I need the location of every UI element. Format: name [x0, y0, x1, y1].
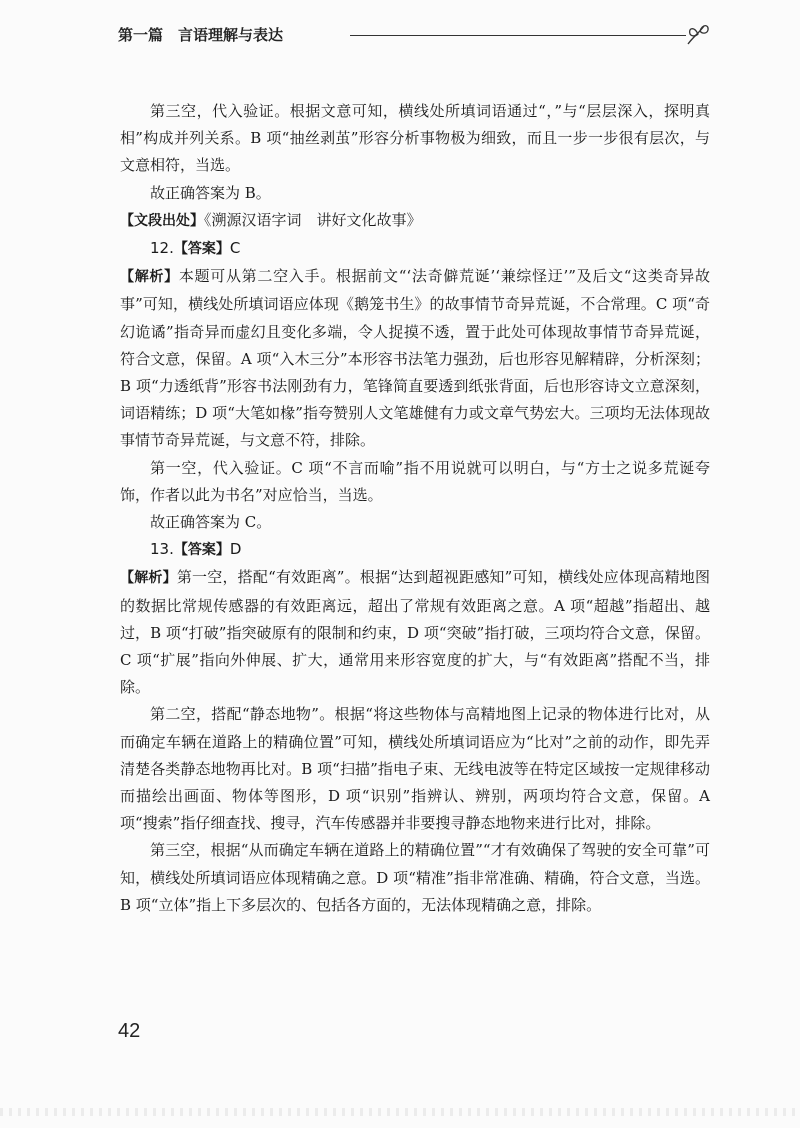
analysis-text: 本题可从第二空入手。根据前文“‘法奇僻荒诞’‘兼综怪迂’”及后文“这类奇异故事”可知，横线处所填词语应体现《鹅笼书生》的故事情节奇异荒诞，不合常理。C 项“奇幻诡谲”指奇异而虚幻且变化多端，令人捉摸不透，置于此处可体现故事情节奇异荒诞，符合文意，保留。A 项“入木三分”本形容书法笔力强劲，后也形容见解精辟，分析深刻；B 项“力透纸背”形容书法刚劲有力，笔锋简直要透到纸张背面，后也形容诗文立意深刻，词语精练；D 项“大笔如椽”指夸赞别人文笔雄健有力或文章气势宏大。三项均无法体现故事情节奇异荒诞，与文意不符，排除。 [120, 267, 710, 450]
sprout-icon [684, 22, 710, 46]
answer-tag: 【答案】 [173, 241, 230, 258]
source-tag: 【文段出处】 [120, 212, 204, 229]
running-header [118, 22, 710, 46]
header-rule [350, 35, 686, 36]
paragraph: 第二空，搭配“静态地物”。根据“将这些物体与高精地图上记录的物体进行比对，从而确定车辆在道路上的精确位置”可知，横线处所填词语应为“比对”之前的动作，即先弄清楚各类静态地物再比对。B 项“扫描”指电子束、无线电波等在特定区域按一定规律移动而描绘出画面、物体等图形，D 项“识别”指辨认、辨别，两项均符合文意，保留。A 项“搜索”指仔细查找、搜寻，汽车传感器并非要搜寻静态地物来进行比对，排除。 [120, 705, 710, 833]
page-number: 42 [118, 1020, 141, 1042]
question-number: 13. [150, 540, 174, 559]
analysis-tag: 【解析】 [120, 269, 179, 286]
question-number: 12. [150, 239, 174, 258]
paragraph: 故正确答案为 C。 [150, 513, 272, 532]
analysis-text: 第一空，搭配“有效距离”。根据“达到超视距感知”可知，横线处应体现高精地图的数据比常规传感器的有效距离远，超出了常规有效距离之意。A 项“超越”指超出、越过，B 项“打破”指突破原有的限制和约束，D 项“突破”指打破，三项均符合文意，保留。C 项“扩展”指向外伸展、扩大，通常用来形容宽度的扩大，与“有效距离”搭配不当，排除。 [120, 568, 711, 697]
paragraph: 第一空，代入验证。C 项“不言而喻”指不用说就可以明白，与“方士之说多荒诞夸饰，作者以此为书名”对应恰当，当选。 [120, 458, 710, 504]
answer-explanation-body [120, 98, 710, 919]
source-line [120, 207, 710, 235]
answer-value: C [229, 239, 241, 258]
paragraph: 故正确答案为 B。 [150, 183, 271, 202]
scan-edge [0, 1108, 800, 1116]
chapter-title: 第一篇 言语理解与表达 [118, 26, 284, 44]
paragraph: 第三空，代入验证。根据文意可知，横线处所填词语通过“，”与“层层深入，探明真相”构成并列关系。B 项“抽丝剥茧”形容分析事物极为细致，而且一步一步很有层次，与文意相符，当选。 [120, 102, 710, 175]
source-title: 《溯源汉语字词 讲好文化故事》 [204, 210, 422, 229]
answer-tag: 【答案】 [173, 542, 230, 559]
question-12-answer [120, 235, 710, 263]
question-13-answer [120, 536, 710, 564]
paragraph: 第三空，根据“从而确定车辆在道路上的精确位置”“才有效确保了驾驶的安全可靠”可知，横线处所填词语应体现精确之意。D 项“精准”指非常准确、精确，符合文意，当选。B 项“立体”指上下多层次的、包括各方面的，无法体现精确之意，排除。 [120, 841, 710, 914]
analysis-tag: 【解析】 [120, 570, 177, 587]
answer-value: D [229, 540, 242, 559]
question-13-analysis [120, 564, 710, 701]
question-12-analysis [120, 263, 710, 454]
